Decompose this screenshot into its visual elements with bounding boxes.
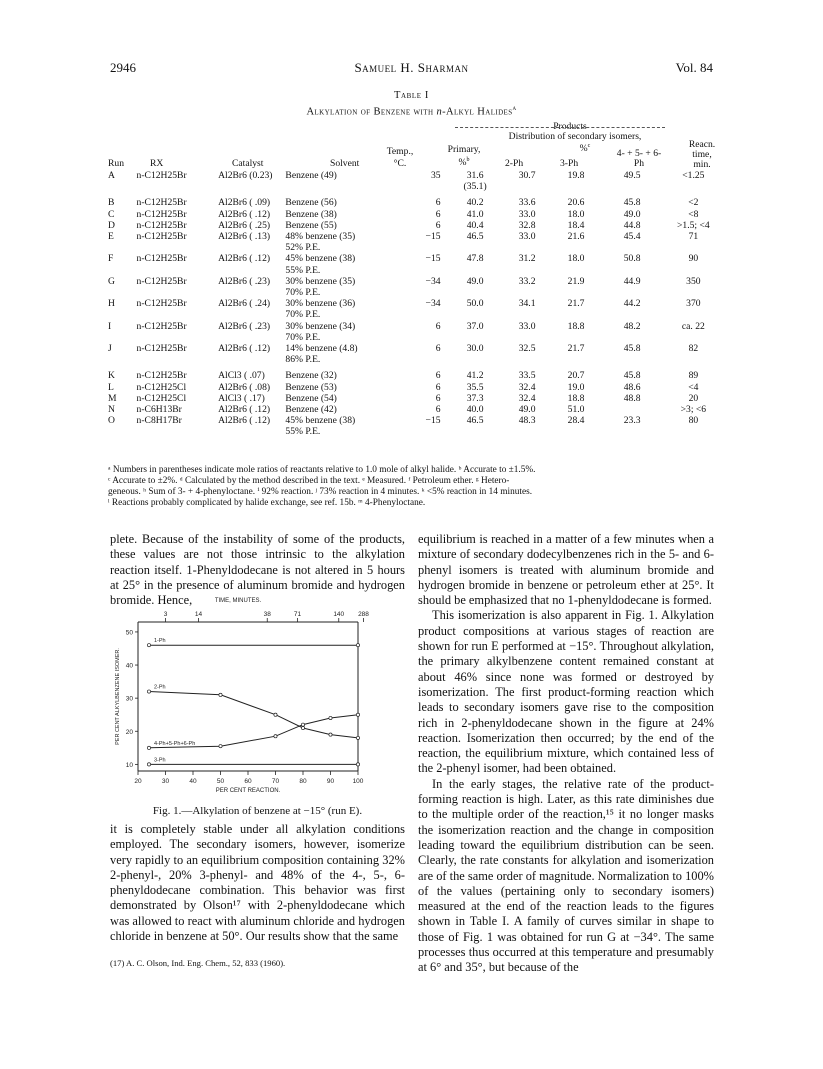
table-cell-run: D	[108, 219, 115, 231]
table-cell-solv	[285, 298, 399, 320]
col-temp: Temp., °C.	[386, 146, 414, 169]
table-cell-run: M	[108, 392, 117, 404]
table-cell-solv	[285, 231, 399, 253]
table-cell-line: 35.5	[466, 381, 484, 393]
table-cell-rx: n-C12H25Br	[136, 320, 187, 332]
table-cell-time: <8	[688, 208, 699, 220]
table-cell-prim	[447, 220, 504, 231]
table-cell-ph456: 45.4	[623, 231, 641, 243]
table-notes	[108, 465, 724, 509]
x-tick-label: 80	[299, 778, 307, 785]
paragraph: This isomerization is also apparent in Fig. 1. Alkylation product compositions at various stages of reaction are shown for run E performed at −15°. Throughout alkylation, the primary alkylbenzene content remained constant at about 46% since none was formed or destroyed by isomerization. The first product-forming reaction which leads to secondary isomers gave rise to the composition rich in 2-phenyldodecane shown in the figure at 24% reaction. Isomerization then occurred; by the end of the reaction, the equilibrium mixture, which contained less of the 2-phenyl isomer, had been obtained.	[418, 608, 714, 776]
table-cell-cat: Al2Br6 ( .12)	[218, 253, 271, 265]
data-point	[147, 690, 150, 693]
table-cell-rx: n-C12H25Br	[136, 275, 187, 287]
table-row	[108, 393, 724, 404]
top-tick-label: 288	[358, 611, 369, 618]
table-cell-run: A	[108, 170, 115, 181]
table-cell-line: 47.8	[466, 253, 484, 265]
x-tick-label: 70	[271, 778, 280, 785]
data-point	[274, 713, 277, 716]
data-point	[356, 736, 359, 739]
table-cell-line: 48% benzene (35)	[285, 231, 356, 243]
table-cell-ph456: 45.8	[623, 370, 641, 382]
table-cell-ph3: 21.7	[567, 298, 585, 310]
table-cell-line: 49.0	[466, 275, 484, 287]
table-cell-run: C	[108, 208, 115, 220]
table-cell-rx: n-C12H25Br	[136, 298, 187, 310]
table-cell-cat: Al2Br6 ( .23)	[218, 320, 271, 332]
table-row	[108, 298, 724, 320]
page-number: 2946	[110, 60, 136, 75]
y-tick-label: 20	[125, 728, 133, 736]
table-cell-ph456: 50.8	[623, 253, 641, 265]
top-axis-title: TIME, MINUTES.	[214, 598, 262, 604]
table-cell-rx: n-C12H25Br	[136, 370, 187, 382]
table-cell-ph3: 19.0	[567, 381, 585, 393]
series-label: 3-Ph	[154, 757, 166, 764]
table-cell-line: 86% P.E.	[285, 354, 321, 366]
table-cell-ph456: 23.3	[623, 415, 641, 427]
paragraph: In the early stages, the relative rate of the product-forming reaction is high. Later, as this rate diminishes due to the multiple order of the reaction,¹⁵ it no longer masks the isomerization reaction and the change in composition leading toward the equilibrium distribution can be seen. Clearly, the rate constants for alkylation and isomerization are of the same order of magnitude. Normalization to 100% of the values (pertaining only to secondary isomers) measured at the end of the reaction leads to the figures shown in Table I. A family of curves similar in shape to those of Fig. 1 was obtained for run G at −34°. The same processes thus occurred at this temperature and presumably at 6° and 35°, but because of the	[418, 776, 714, 975]
table-cell-run: E	[108, 231, 114, 243]
table-cell-line: 41.0	[466, 208, 484, 220]
x-tick-label: 60	[244, 778, 252, 785]
y-tick-label: 50	[125, 629, 133, 637]
table-cell-ph2: 33.2	[518, 275, 536, 287]
table-cell-rx: n-C12H25Br	[136, 343, 187, 355]
table-cell-ph3: 21.6	[567, 231, 585, 243]
table-cell-line: 31.6	[466, 170, 484, 181]
table-cell-cat: Al2Br6 ( .08)	[218, 381, 271, 393]
table-cell-line: Benzene (56)	[285, 197, 337, 209]
table-cell-solv	[285, 170, 399, 192]
table-cell-temp: −15	[425, 231, 441, 243]
table-cell-prim	[447, 404, 504, 415]
table-cell-ph2: 33.0	[518, 320, 536, 332]
table-cell-ph2: 33.6	[518, 197, 536, 209]
table-cell-run: F	[108, 253, 114, 265]
table-cell-line: 30.0	[466, 343, 484, 355]
table-cell-prim	[447, 370, 504, 381]
table-row	[108, 382, 724, 393]
table-cell-cat: Al2Br6 ( .23)	[218, 275, 271, 287]
table-cell-line: Benzene (53)	[285, 381, 337, 393]
col-solvent: Solvent	[330, 158, 360, 169]
table-cell-cat: Al2Br6 ( .12)	[218, 415, 271, 427]
table-cell-cat: AlCl3 ( .17)	[218, 392, 265, 404]
col-primary: Primary,	[447, 144, 481, 155]
data-point	[219, 745, 222, 748]
table-cell-rx: n-C12H25Cl	[136, 381, 187, 393]
table-cell-solv	[285, 370, 399, 381]
table-cell-ph3: 21.9	[567, 275, 585, 287]
col-catalyst: Catalyst	[232, 158, 264, 169]
table-cell-run: H	[108, 298, 115, 310]
table-cell-cat: Al2Br6 ( .24)	[218, 298, 271, 310]
col-rx: RX	[150, 158, 164, 169]
table-row	[108, 321, 724, 343]
table-cell-temp: 6	[435, 208, 441, 220]
table-cell-ph3: 18.0	[567, 208, 585, 220]
table-cell-run: B	[108, 197, 115, 209]
table-cell-rx: n-C12H25Br	[136, 208, 187, 220]
table-cell-prim	[447, 298, 504, 320]
table-cell-prim	[447, 393, 504, 404]
table-cell-time: 350	[686, 275, 701, 287]
table-cell-ph2: 32.5	[518, 343, 536, 355]
table-row	[108, 404, 724, 415]
footnote: (17) A. C. Olson, Ind. Eng. Chem., 52, 833 (1960).	[110, 958, 286, 968]
table-cell-prim	[447, 197, 504, 208]
col-time-2: time,	[692, 149, 712, 160]
table-cell-prim	[447, 170, 504, 192]
table-cell-cat: Al2Br6 ( .12)	[218, 343, 271, 355]
table-cell-time: 71	[688, 231, 699, 243]
table-row	[108, 220, 724, 231]
table-cell-time: ca. 22	[681, 320, 705, 332]
table-cell-prim	[447, 415, 504, 437]
table-cell-cat: Al2Br6 ( .12)	[218, 208, 271, 220]
table-cell-ph456: 45.8	[623, 343, 641, 355]
table-cell-time: 89	[688, 370, 699, 382]
data-point	[147, 746, 150, 749]
x-tick-label: 90	[326, 778, 335, 785]
y-axis-title: PER CENT ALKYLBENZENE ISOMER.	[115, 648, 121, 745]
x-tick-label: 30	[161, 778, 170, 785]
table-cell-cat: Al2Br6 ( .12)	[218, 404, 271, 416]
table-cell-rx: n-C6H13Br	[136, 404, 182, 416]
paragraph: equilibrium is reached in a matter of a few minutes when a mixture of secondary dodecylbenzenes rich in the 5- and 6-phenyl isomers is treated with aluminum bromide and hydrogen bromide in benzene or petroleum ether at 25°. It should be emphasized that no 1-phenyldodecane is formed.	[418, 532, 714, 608]
table-cell-temp: 6	[435, 197, 441, 209]
table-cell-line: Benzene (55)	[285, 219, 337, 231]
table-cell-time: <2	[688, 197, 699, 209]
table-cell-temp: 6	[435, 392, 441, 404]
table-cell-ph456: 44.2	[623, 298, 641, 310]
table-cell-run: L	[108, 381, 114, 393]
table-row	[108, 231, 724, 253]
col-2ph: 2-Ph	[505, 158, 524, 169]
table-cell-line: Benzene (54)	[285, 392, 337, 404]
table-cell-line: 41.2	[466, 370, 484, 382]
table-cell-ph456: 48.2	[623, 320, 641, 332]
table-cell-line: (35.1)	[463, 181, 487, 193]
table-cell-ph456: 48.6	[623, 381, 641, 393]
table-cell-line: 30% benzene (35)	[285, 275, 356, 287]
table-cell-line: 55% P.E.	[285, 264, 321, 276]
table-cell-line: 37.0	[466, 320, 484, 332]
table-cell-line: 40.4	[466, 219, 484, 231]
table-cell-time: 90	[688, 253, 699, 265]
col-3ph: 3-Ph	[560, 158, 579, 169]
table-cell-solv	[285, 253, 399, 275]
table-cell-ph456: 49.5	[623, 170, 641, 181]
table-row	[108, 253, 724, 275]
table-cell-ph3: 18.8	[567, 392, 585, 404]
table-cell-temp: 6	[435, 343, 441, 355]
table-cell-rx: n-C12H25Br	[136, 219, 187, 231]
table-cell-time: >3; <6	[680, 404, 707, 416]
table-cell-line: 40.2	[466, 197, 484, 209]
data-point	[147, 644, 150, 647]
table-cell-ph3: 18.0	[567, 253, 585, 265]
col-time-3: min.	[693, 159, 711, 170]
table-cell-cat: Al2Br6 ( .25)	[218, 219, 271, 231]
table-cell-ph2: 30.7	[518, 170, 536, 181]
table-cell-temp: −15	[425, 415, 441, 427]
table-cell-cat: Al2Br6 ( .09)	[218, 197, 271, 209]
data-point	[147, 763, 150, 766]
table-cell-ph2: 48.3	[518, 415, 536, 427]
table-cell-solv	[285, 321, 399, 343]
table-cell-line: 37.3	[466, 392, 484, 404]
table-cell-ph2: 32.4	[518, 392, 536, 404]
series-label: 1-Ph	[154, 638, 166, 645]
table-row	[108, 209, 724, 220]
table-cell-line: 52% P.E.	[285, 242, 321, 254]
table-row	[108, 197, 724, 208]
table-cell-line: 46.5	[466, 415, 484, 427]
table-cell-line: 70% P.E.	[285, 309, 321, 321]
table-cell-ph2: 31.2	[518, 253, 536, 265]
table-cell-ph3: 18.4	[567, 219, 585, 231]
table-cell-ph3: 51.0	[567, 404, 585, 416]
table-cell-temp: 35	[430, 170, 441, 181]
body-text-left-bottom: it is completely stable under all alkylation conditions employed. The secondary isomers, however, isomerize very rapidly to an equilibrium composition containing 32% 2-phenyl-, 20% 3-phenyl- and 48% of the 4-, 5-, 6-phenyldodecane combination. This behavior was first demonstrated by Olson¹⁷ with 2-phenyldodecane which was allowed to react with aluminum chloride and hydrogen chloride in benzene at 50°. Our results show that the same	[110, 822, 405, 944]
table-cell-solv	[285, 197, 399, 208]
table-cell-time: >1.5; <4	[677, 219, 710, 231]
data-point	[356, 644, 359, 647]
table-cell-prim	[447, 382, 504, 393]
body-text-left-top: plete. Because of the instability of some of the products, these values are not those intrinsic to the alkylation reaction itself. 1-Phenyldodecane is not altered in 5 hours at 25° in the presence of aluminum bromide and hydrogen bromide. Hence,	[110, 532, 405, 608]
table-cell-ph2: 32.4	[518, 381, 536, 393]
table-cell-line: Benzene (32)	[285, 370, 337, 382]
table-cell-time: 20	[688, 392, 699, 404]
data-point	[329, 716, 332, 719]
y-tick-label: 10	[125, 761, 133, 769]
table-cell-ph2: 34.1	[518, 298, 536, 310]
table-cell-ph3: 20.7	[567, 370, 585, 382]
table-cell-ph2: 49.0	[518, 404, 536, 416]
table-cell-prim	[447, 209, 504, 220]
table-cell-solv	[285, 404, 399, 415]
table-cell-run: K	[108, 370, 115, 382]
table-cell-ph2: 33.0	[518, 231, 536, 243]
table-cell-ph3: 21.7	[567, 343, 585, 355]
table-cell-prim	[447, 231, 504, 253]
table-cell-rx: n-C12H25Br	[136, 253, 187, 265]
table-cell-ph456: 48.8	[623, 392, 641, 404]
data-point	[329, 733, 332, 736]
table-cell-line: 30% benzene (36)	[285, 298, 356, 310]
table-cell-ph2: 33.0	[518, 208, 536, 220]
table-cell-prim	[447, 321, 504, 343]
table-cell-solv	[285, 393, 399, 404]
col-456ph-b: Ph	[633, 158, 645, 169]
table-cell-rx: n-C12H25Br	[136, 231, 187, 243]
top-tick-label: 14	[194, 611, 203, 618]
table-cell-ph3: 20.6	[567, 197, 585, 209]
table-title: Table I	[393, 90, 429, 101]
table-cell-ph456: 44.9	[623, 275, 641, 287]
col-run: Run	[108, 158, 124, 169]
table-cell-solv	[285, 220, 399, 231]
table-cell-line: Benzene (49)	[285, 170, 337, 181]
table-cell-time: 80	[688, 415, 699, 427]
x-tick-label: 20	[134, 778, 142, 785]
table-cell-run: N	[108, 404, 115, 416]
table-caption: Alkylation of Benzene with n-Alkyl Halides$^a$	[306, 104, 517, 118]
col-primary-unit: %$^b$	[458, 157, 470, 169]
col-456ph: 4- + 5- + 6-	[616, 148, 662, 159]
data-point	[356, 763, 359, 766]
table-cell-line: 70% P.E.	[285, 287, 321, 299]
table-cell-rx: n-C12H25Br	[136, 197, 187, 209]
table-cell-ph2: 32.8	[518, 219, 536, 231]
table-row	[108, 343, 724, 365]
table-cell-line: 46.5	[466, 231, 484, 243]
table-cell-line: 45% benzene (38)	[285, 415, 356, 427]
y-tick-label: 30	[125, 695, 133, 703]
table-cell-line: 55% P.E.	[285, 426, 321, 438]
table-cell-line: 70% P.E.	[285, 331, 321, 343]
table-cell-temp: −34	[425, 275, 441, 287]
top-tick-label: 38	[263, 611, 271, 618]
table-cell-ph456: 45.8	[623, 197, 641, 209]
table-cell-cat: Al2Br6 (0.23)	[218, 170, 273, 181]
data-point	[274, 735, 277, 738]
table-cell-temp: 6	[435, 320, 441, 332]
table-cell-cat: AlCl3 ( .07)	[218, 370, 265, 382]
data-point	[356, 713, 359, 716]
top-tick-label: 71	[293, 611, 302, 618]
table-cell-time: <1.25	[682, 170, 705, 181]
table-cell-line: 14% benzene (4.8)	[285, 343, 358, 355]
series-label: 2-Ph	[154, 684, 166, 691]
y-tick-label: 40	[125, 662, 133, 670]
table-cell-line: 45% benzene (38)	[285, 253, 356, 265]
distribution-group-header: Distribution of secondary isomers,	[508, 131, 642, 142]
table-cell-temp: 6	[435, 370, 441, 382]
table-cell-ph456	[602, 404, 663, 415]
products-group-header: Products	[553, 121, 587, 132]
table-cell-rx: n-C12H25Cl	[136, 392, 187, 404]
table-cell-ph456: 44.8	[623, 219, 641, 231]
table-cell-rx: n-C8H17Br	[136, 415, 182, 427]
table-row	[108, 276, 724, 298]
table-cell-solv	[285, 276, 399, 298]
figure-1-chart	[110, 588, 410, 803]
figure-caption: Fig. 1.—Alkylation of benzene at −15° (run E).	[152, 805, 363, 817]
table-cell-rx: n-C12H25Br	[136, 170, 187, 181]
table-cell-time: 82	[688, 343, 699, 355]
table-cell-line: 40.0	[466, 404, 484, 416]
table-cell-ph3: 19.8	[567, 170, 585, 181]
table-cell-solv	[285, 382, 399, 393]
body-text-right	[418, 532, 714, 976]
volume-label: Vol. 84	[675, 60, 713, 75]
table-cell-temp: 6	[435, 404, 441, 416]
data-point	[219, 693, 222, 696]
x-axis-title: PER CENT REACTION.	[215, 788, 281, 794]
table-row	[108, 170, 724, 192]
table-cell-temp: −15	[425, 253, 441, 265]
table-cell-ph3: 18.8	[567, 320, 585, 332]
x-tick-label: 100	[352, 778, 364, 785]
table-cell-ph2: 33.5	[518, 370, 536, 382]
table-note-line: ᶜ Accurate to ±2%. ᵈ Calculated by the method described in the text. ᵉ Measured. ᶠ Petroleum ether. ᵍ Hetero-	[108, 476, 510, 486]
table-cell-temp: 6	[435, 219, 441, 231]
table-cell-run: O	[108, 415, 115, 427]
results-table	[108, 170, 724, 438]
table-cell-time: 370	[686, 298, 701, 310]
distribution-unit: %$^c$	[579, 143, 591, 155]
data-point	[301, 723, 304, 726]
table-note-line: ᵃ Numbers in parentheses indicate mole ratios of reactants relative to 1.0 mole of alkyl halide. ᵇ Accurate to ±1.5%.	[108, 465, 536, 475]
col-time-1: Reacn.	[688, 139, 716, 150]
table-cell-prim	[447, 343, 504, 365]
table-cell-run: J	[108, 343, 112, 355]
table-cell-run: G	[108, 275, 115, 287]
table-cell-temp: 6	[435, 381, 441, 393]
table-cell-prim	[447, 253, 504, 275]
x-tick-label: 40	[189, 778, 197, 785]
table-cell-prim	[447, 276, 504, 298]
table-cell-line: 30% benzene (34)	[285, 320, 356, 332]
table-cell-solv	[285, 343, 399, 365]
table-cell-ph3: 28.4	[567, 415, 585, 427]
series-line-1	[149, 692, 358, 738]
top-tick-label: 3	[163, 611, 168, 618]
table-cell-cat: Al2Br6 ( .13)	[218, 231, 271, 243]
series-label: 4-Ph+5-Ph+6-Ph	[154, 740, 196, 747]
table-row	[108, 370, 724, 381]
table-cell-line: Benzene (42)	[285, 404, 337, 416]
table-cell-solv	[285, 209, 399, 220]
table-cell-solv	[285, 415, 399, 437]
table-cell-ph456: 49.0	[623, 208, 641, 220]
top-tick-label: 140	[333, 611, 345, 618]
table-row	[108, 415, 724, 437]
table-cell-time: <4	[688, 381, 699, 393]
x-tick-label: 50	[216, 778, 225, 785]
table-note-line: ˡ Reactions probably complicated by halide exchange, see ref. 15b. ᵐ 4-Phenyloctane.	[108, 498, 426, 508]
table-cell-temp: −34	[425, 298, 441, 310]
table-note-line: geneous. ʰ Sum of 3- + 4-phenyloctane. ⁱ 92% reaction. ʲ 73% reaction in 4 minutes. ᵏ <5% reaction in 14 minutes.	[108, 487, 533, 497]
running-head-author: Samuel H. Sharman	[354, 60, 469, 75]
data-point	[301, 726, 304, 729]
table-cell-line: 50.0	[466, 298, 484, 310]
table-cell-line: Benzene (38)	[285, 208, 337, 220]
table-cell-run: I	[108, 320, 112, 332]
